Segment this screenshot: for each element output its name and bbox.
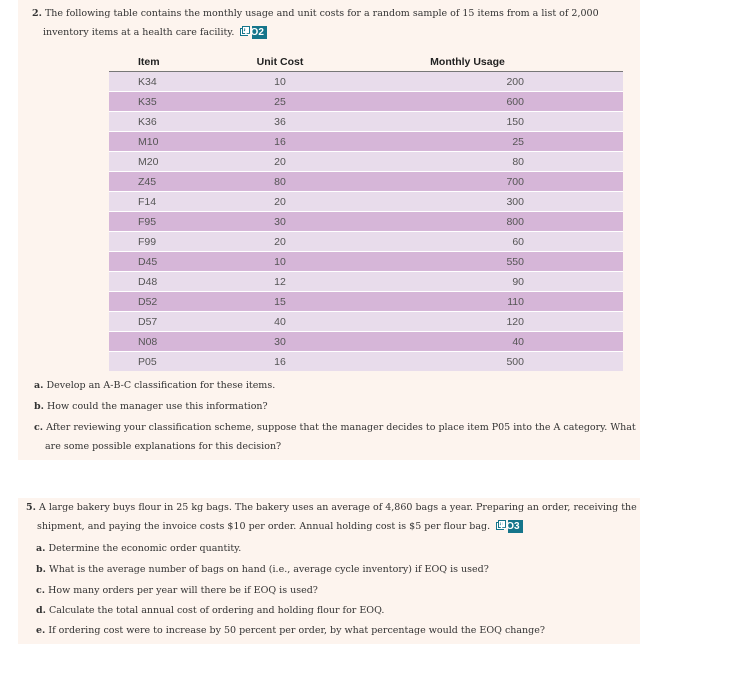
cell-monthly-usage: 150 bbox=[338, 112, 623, 132]
problem-5-intro bbox=[26, 498, 637, 536]
cell-unit-cost: 40 bbox=[222, 312, 338, 332]
cell-item: Z45 bbox=[109, 172, 222, 192]
cell-item: D45 bbox=[109, 252, 222, 272]
lo3-badge[interactable]: LO3 bbox=[508, 520, 522, 533]
sub-label: b. bbox=[34, 401, 44, 412]
cell-unit-cost: 16 bbox=[222, 132, 338, 152]
cell-monthly-usage: 120 bbox=[338, 312, 623, 332]
table-row bbox=[109, 352, 623, 372]
header-item: Item bbox=[109, 53, 222, 72]
cell-monthly-usage: 700 bbox=[338, 172, 623, 192]
inventory-table bbox=[109, 53, 623, 371]
header-unit-cost: Unit Cost bbox=[222, 53, 338, 72]
cell-unit-cost: 36 bbox=[222, 112, 338, 132]
problem-2-number: 2. bbox=[32, 8, 42, 19]
problem-2-card bbox=[18, 0, 640, 460]
cell-unit-cost: 20 bbox=[222, 192, 338, 212]
cell-item: F99 bbox=[109, 232, 222, 252]
problem-2-sub-b bbox=[34, 397, 641, 416]
problem-5-card bbox=[18, 498, 640, 644]
cell-unit-cost: 30 bbox=[222, 332, 338, 352]
problem-5-sub-c bbox=[36, 581, 626, 600]
cell-unit-cost: 10 bbox=[222, 252, 338, 272]
cell-monthly-usage: 90 bbox=[338, 272, 623, 292]
cell-monthly-usage: 25 bbox=[338, 132, 623, 152]
table-row bbox=[109, 72, 623, 92]
sub-text: How many orders per year will there be if EOQ is used? bbox=[48, 585, 318, 596]
cell-item: K34 bbox=[109, 72, 222, 92]
problem-2-text: The following table contains the monthly usage and unit costs for a random sample of 15 items from a list of 2,000 inventory items at a health care facility. bbox=[43, 8, 599, 38]
sub-label: e. bbox=[36, 625, 46, 636]
cell-monthly-usage: 500 bbox=[338, 352, 623, 372]
cell-item: F95 bbox=[109, 212, 222, 232]
table-row bbox=[109, 312, 623, 332]
sub-label: c. bbox=[34, 422, 44, 433]
sub-text: What is the average number of bags on hand (i.e., average cycle inventory) if EOQ is used? bbox=[48, 564, 489, 575]
cell-unit-cost: 20 bbox=[222, 152, 338, 172]
cell-unit-cost: 25 bbox=[222, 92, 338, 112]
cell-unit-cost: 30 bbox=[222, 212, 338, 232]
table-row bbox=[109, 112, 623, 132]
sub-label: a. bbox=[36, 543, 46, 554]
table-row bbox=[109, 192, 623, 212]
cell-unit-cost: 80 bbox=[222, 172, 338, 192]
table-row bbox=[109, 152, 623, 172]
cell-item: M10 bbox=[109, 132, 222, 152]
sub-text: If ordering cost were to increase by 50 percent per order, by what percentage would the EOQ change? bbox=[48, 625, 545, 636]
problem-2-sub-a bbox=[34, 376, 641, 395]
sub-text: Calculate the total annual cost of ordering and holding flour for EOQ. bbox=[48, 605, 385, 616]
cell-item: D52 bbox=[109, 292, 222, 312]
problem-5-sub-d bbox=[36, 601, 626, 620]
problem-5-text: A large bakery buys flour in 25 kg bags. The bakery uses an average of 4,860 bags a year. Preparing an order, receiving the shipment, and paying the invoice costs $10 per order. Annual holding cost is $5 per flour bag. bbox=[37, 502, 637, 532]
sub-text: Develop an A-B-C classification for these items. bbox=[46, 380, 276, 391]
sub-label: b. bbox=[36, 564, 46, 575]
table-row bbox=[109, 252, 623, 272]
cell-item: M20 bbox=[109, 152, 222, 172]
sub-label: d. bbox=[36, 605, 46, 616]
sub-text: Determine the economic order quantity. bbox=[48, 543, 242, 554]
cell-monthly-usage: 550 bbox=[338, 252, 623, 272]
cell-monthly-usage: 600 bbox=[338, 92, 623, 112]
cell-unit-cost: 16 bbox=[222, 352, 338, 372]
cell-monthly-usage: 40 bbox=[338, 332, 623, 352]
cell-monthly-usage: 60 bbox=[338, 232, 623, 252]
cell-item: N08 bbox=[109, 332, 222, 352]
table-row bbox=[109, 332, 623, 352]
cell-item: P05 bbox=[109, 352, 222, 372]
cell-unit-cost: 20 bbox=[222, 232, 338, 252]
cell-item: K35 bbox=[109, 92, 222, 112]
problem-5-sub-b bbox=[36, 560, 626, 579]
sub-text: After reviewing your classification scheme, suppose that the manager decides to place item P05 into the A category. What are some possible explanations for this decision? bbox=[45, 422, 636, 452]
problem-5-number: 5. bbox=[26, 502, 36, 513]
cell-unit-cost: 15 bbox=[222, 292, 338, 312]
sub-label: a. bbox=[34, 380, 44, 391]
cell-unit-cost: 10 bbox=[222, 72, 338, 92]
cell-monthly-usage: 800 bbox=[338, 212, 623, 232]
cell-item: D48 bbox=[109, 272, 222, 292]
cell-unit-cost: 12 bbox=[222, 272, 338, 292]
table-row bbox=[109, 132, 623, 152]
lo2-badge[interactable]: LO2 bbox=[252, 26, 266, 39]
cell-item: F14 bbox=[109, 192, 222, 212]
problem-2-sub-c bbox=[34, 418, 641, 456]
cell-monthly-usage: 110 bbox=[338, 292, 623, 312]
table-row bbox=[109, 212, 623, 232]
inventory-table-body bbox=[109, 72, 623, 372]
sub-label: c. bbox=[36, 585, 46, 596]
problem-5-sub-e bbox=[36, 621, 626, 640]
table-row bbox=[109, 92, 623, 112]
header-monthly-usage: Monthly Usage bbox=[338, 53, 623, 72]
cell-monthly-usage: 80 bbox=[338, 152, 623, 172]
table-row bbox=[109, 272, 623, 292]
problem-5-sub-a bbox=[36, 539, 626, 558]
sub-text: How could the manager use this information? bbox=[46, 401, 268, 412]
table-row bbox=[109, 172, 623, 192]
table-row bbox=[109, 232, 623, 252]
problem-2-intro bbox=[32, 4, 643, 42]
table-row bbox=[109, 292, 623, 312]
cell-monthly-usage: 300 bbox=[338, 192, 623, 212]
cell-monthly-usage: 200 bbox=[338, 72, 623, 92]
cell-item: K36 bbox=[109, 112, 222, 132]
cell-item: D57 bbox=[109, 312, 222, 332]
